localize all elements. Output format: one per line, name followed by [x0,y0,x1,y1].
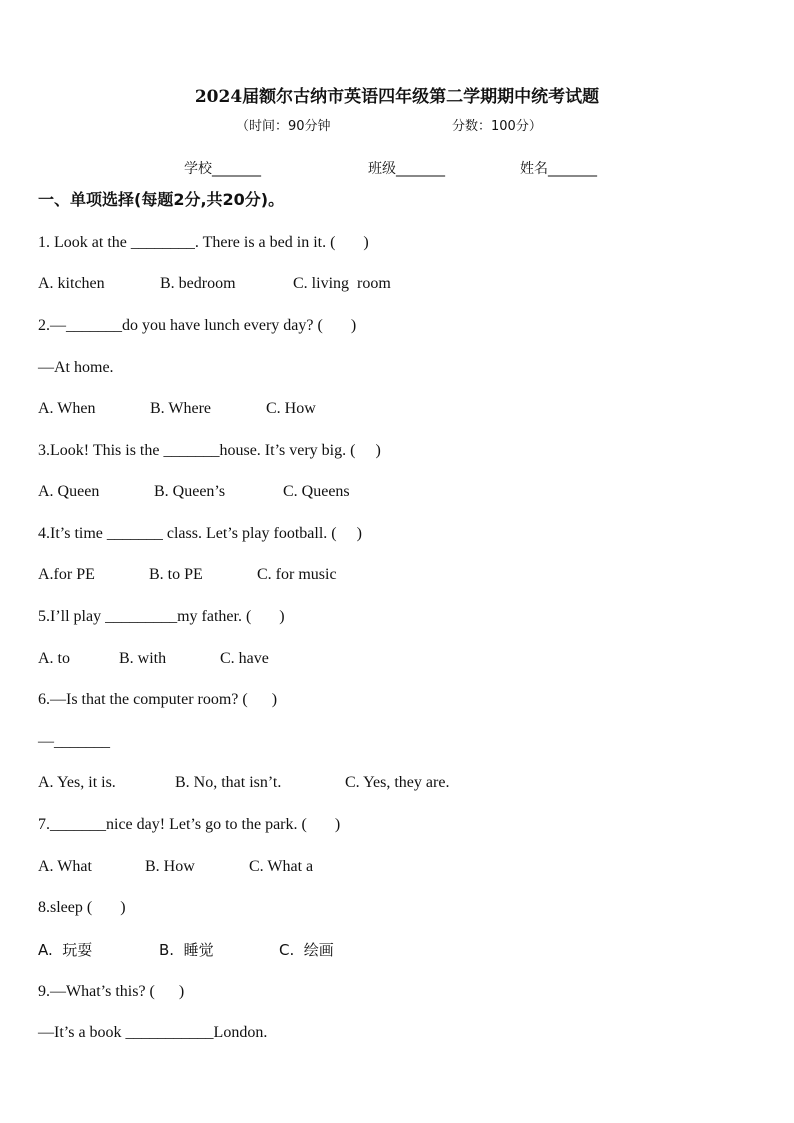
option-4a[interactable]: A.for PE [38,566,95,583]
question-2-answer: —At home. [38,359,114,376]
option-5b[interactable]: B. with [119,650,167,667]
school-field[interactable]: 学校_______ [184,161,261,177]
question-8: 8.sleep ( ) [38,899,126,916]
name-field[interactable]: 姓名_______ [520,161,597,177]
question-5: 5.I’ll play _________my father. ( ) [38,608,285,625]
option-1c[interactable]: C. living room [293,275,391,292]
option-6b[interactable]: B. No, that isn’t. [175,774,282,791]
option-3a[interactable]: A. Queen [38,483,100,500]
question-6: 6.—Is that the computer room? ( ) [38,691,278,708]
question-4: 4.It’s time _______ class. Let’s play football. ( ) [38,525,362,542]
page-title: 2024届额尔古纳市英语四年级第二学期期中统考试题 [194,87,600,107]
option-8c[interactable]: C. 绘画 [279,941,334,959]
option-5c[interactable]: C. have [220,650,269,667]
option-7a[interactable]: A. What [38,858,92,875]
option-3b[interactable]: B. Queen’s [154,483,226,500]
question-9: 9.—What’s this? ( ) [38,983,185,1000]
option-1a[interactable]: A. kitchen [38,275,105,292]
option-1b[interactable]: B. bedroom [160,275,236,292]
exam-time: （时间：90分钟 [236,119,331,134]
option-2a[interactable]: A. When [38,400,96,417]
option-5a[interactable]: A. to [38,650,70,667]
question-2: 2.—_______do you have lunch every day? ( ) [38,317,357,334]
option-7c[interactable]: C. What a [249,858,314,875]
question-9-answer: —It’s a book ___________London. [38,1024,268,1041]
option-8a[interactable]: A. 玩耍 [38,941,93,959]
exam-score: 分数：100分） [452,119,542,134]
section-heading: 一、单项选择(每题2分,共20分)。 [38,190,285,209]
option-2c[interactable]: C. How [266,400,316,417]
option-3c[interactable]: C. Queens [283,483,350,500]
question-6-answer: —_______ [38,733,110,750]
question-7: 7._______nice day! Let’s go to the park. ( ) [38,816,341,833]
option-2b[interactable]: B. Where [150,400,212,417]
question-1: 1. Look at the ________. There is a bed in it. ( ) [38,234,369,251]
class-field[interactable]: 班级_______ [368,161,445,177]
question-3: 3.Look! This is the _______house. It’s very big. ( ) [38,442,381,459]
option-7b[interactable]: B. How [145,858,195,875]
option-6c[interactable]: C. Yes, they are. [345,774,450,791]
option-6a[interactable]: A. Yes, it is. [38,774,116,791]
option-4b[interactable]: B. to PE [149,566,203,583]
option-4c[interactable]: C. for music [257,566,337,583]
option-8b[interactable]: B. 睡觉 [159,941,214,959]
